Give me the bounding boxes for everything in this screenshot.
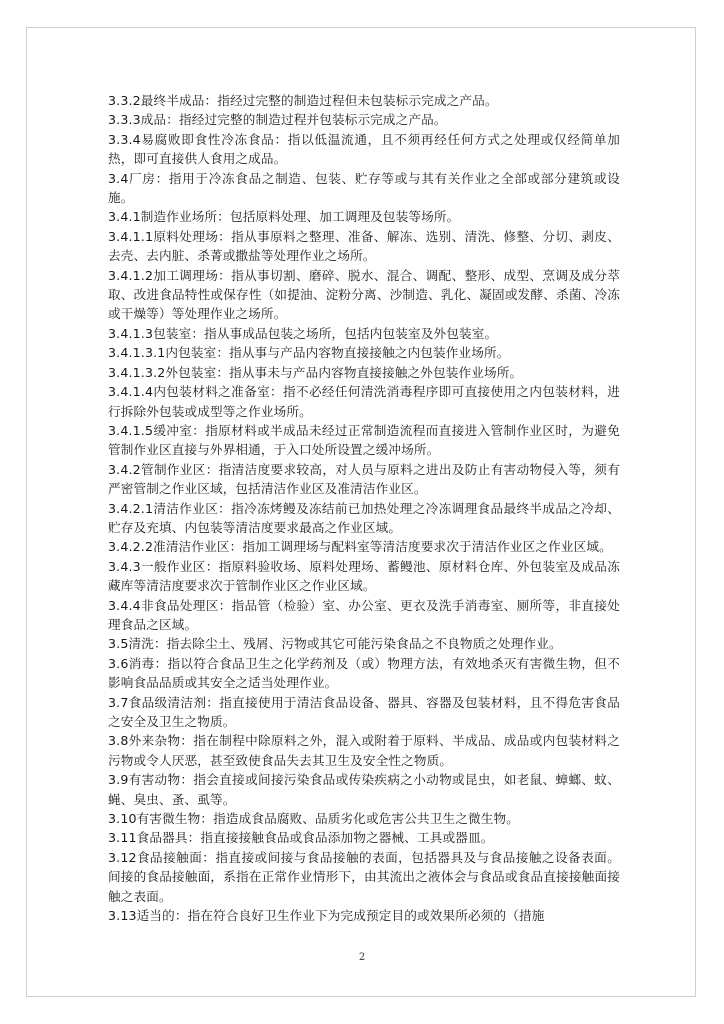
paragraph: 3.4.1.3.1内包装室：指从事与产品内容物直接接触之内包装作业场所。 <box>108 345 510 361</box>
paragraph: 3.4.2.1清洁作业区：指冷冻烤鳗及冻结前已加热处理之冷冻调理食品最终半成品之冷却、贮存及充填、内包装等清洁度要求最高之作业区域。 <box>108 500 620 535</box>
paragraph: 3.10有害微生物：指造成食品腐败、品质劣化或危害公共卫生之微生物。 <box>108 811 519 827</box>
paragraph: 3.3.2最终半成品：指经过完整的制造过程但未包装标示完成之产品。 <box>108 93 498 108</box>
paragraph: 3.4.4非食品处理区：指品管（检验）室、办公室、更衣及洗手消毒室、厕所等，非直接处理食品之区域。 <box>108 597 620 632</box>
paragraph: 3.8外来杂物：指在制程中除原料之外，混入或附着于原料、半成品、成品或内包装材料之污物或令人厌恶，甚至致使食品失去其卫生及安全性之物质。 <box>108 733 620 768</box>
paragraph: 3.5清洗：指去除尘土、残屑、污物或其它可能污染食品之不良物质之处理作业。 <box>108 636 562 652</box>
paragraph: 3.4.1.1原料处理场：指从事原料之整理、准备、解冻、选别、清洗、修整、分切、剥皮、去壳、去内脏、杀菁或撒盐等处理作业之场所。 <box>108 228 620 264</box>
paragraph: 3.3.3成品：指经过完整的制造过程并包装标示完成之产品。 <box>108 112 447 128</box>
paragraph: 3.4.1.3包装室：指从事成品包装之场所，包括内包装室及外包装室。 <box>108 325 498 341</box>
paragraph: 3.13适当的：指在符合良好卫生作业下为完成预定目的或效果所必须的（措施 <box>108 908 545 924</box>
paragraph: 3.9有害动物：指会直接或间接污染食品或传染疾病之小动物或昆虫，如老鼠、蟑螂、蚊、蝇、臭虫、蚤、虱等。 <box>108 772 620 807</box>
paragraph: 3.4.2.2准清洁作业区：指加工调理场与配料室等清洁度要求次于清洁作业区之作业区域。 <box>108 539 612 555</box>
paragraph: 3.4.1.2加工调理场：指从事切割、磨碎、脱水、混合、调配、整形、成型、烹调及成分萃取、改进食品特性或保存性（如提油、淀粉分离、沙制造、乳化、凝固或发酵、杀菌、冷冻或干燥等）等处理作业之场所。 <box>108 267 620 322</box>
paragraph: 3.4厂房：指用于冷冻食品之制造、包装、贮存等或与其有关作业之全部或部分建筑或设施。 <box>108 170 620 206</box>
paragraph: 3.4.1制造作业场所：包括原料处理、加工调理及包装等场所。 <box>108 209 460 225</box>
paragraph: 3.6消毒：指以符合食品卫生之化学药剂及（或）物理方法，有效地杀灭有害微生物，但不影响食品品质或其安全之适当处理作业。 <box>108 655 620 691</box>
document-body <box>108 91 620 925</box>
paragraph: 3.12食品接触面：指直接或间接与食品接触的表面，包括器具及与食品接触之设备表面。间接的食品接触面，系指在正常作业情形下，由其流出之液体会与食品或食品直接接触面接触之表面。 <box>108 849 620 904</box>
paragraph: 3.4.1.5缓冲室：指原材料或半成品未经过正常制造流程而直接进入管制作业区时，为避免管制作业区直接与外界相通，于入口处所设置之缓冲场所。 <box>108 422 620 458</box>
page-number: 2 <box>358 952 366 963</box>
paragraph: 3.4.1.4内包装材料之准备室：指不必经任何清洗消毒程序即可直接使用之内包装材料，进行拆除外包装或成型等之作业场所。 <box>108 384 620 419</box>
paragraph: 3.7食品级清洁剂：指直接使用于清洁食品设备、器具、容器及包装材料，且不得危害食品之安全及卫生之物质。 <box>108 694 620 729</box>
paragraph: 3.11食品器具：指直接接触食品或食品添加物之器械、工具或器皿。 <box>108 830 494 846</box>
paragraph: 3.4.2管制作业区：指清洁度要求较高，对人员与原料之进出及防止有害动物侵入等，须有严密管制之作业区域，包括清洁作业区及准清洁作业区。 <box>108 461 620 497</box>
paragraph: 3.3.4易腐败即食性冷冻食品：指以低温流通，且不须再经任何方式之处理或仅经简单加热，即可直接供人食用之成品。 <box>108 131 620 167</box>
paragraph: 3.4.1.3.2外包装室：指从事未与产品内容物直接接触之外包装作业场所。 <box>108 364 523 380</box>
paragraph: 3.4.3一般作业区：指原料验收场、原料处理场、蓄鳗池、原材料仓库、外包装室及成品冻藏库等清洁度要求次于管制作业区之作业区域。 <box>108 558 620 594</box>
